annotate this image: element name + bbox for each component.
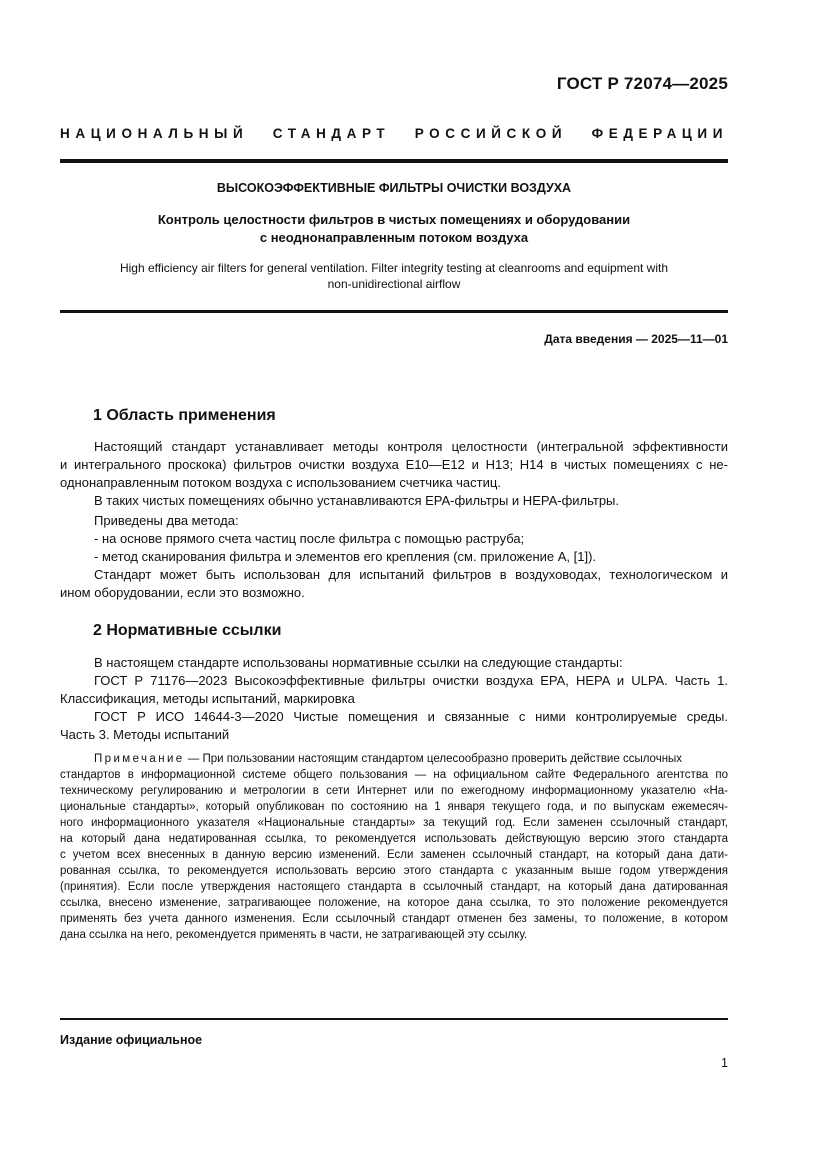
section-1-line: В таких чистых помещениях обычно устанавливаются EPA-фильтры и HEPA-фильтры. <box>94 493 620 508</box>
title-divider <box>60 310 728 313</box>
note-line: (принятия). Если после утверждения настоящего стандарта в ссылочный стандарт, на который дана датированная <box>60 881 728 893</box>
section-1-line: Стандарт может быть использован для испытаний фильтров в воздуховодах, технологическом и <box>94 567 728 582</box>
section-1-heading: 1 Область применения <box>93 407 276 424</box>
document-title: ВЫСОКОЭФФЕКТИВНЫЕ ФИЛЬТРЫ ОЧИСТКИ ВОЗДУХА <box>216 181 572 195</box>
note-line: ссылка, внесено изменение, затрагивающее положение, на которое дана ссылка, то это положение рекомендуется <box>60 897 728 909</box>
footer-divider <box>60 1018 728 1020</box>
section-1-line: Приведены два метода: <box>94 513 239 528</box>
note-line: рованная ссылка, то рекомендуется использовать версию этого стандарта с указанным выше годом утверждения <box>60 865 728 877</box>
section-1-list-item: - на основе прямого счета частиц после фильтра с помощью раструба; <box>94 531 525 546</box>
note-line: с учетом всех внесенных в данную версию изменений. Если заменен ссылочный стандарт, на который дана дати- <box>60 849 728 861</box>
english-title-line-1: High efficiency air filters for general ventilation. Filter integrity testing at cleanrooms and equipment with <box>119 261 669 275</box>
document-subtitle-line-2: с неоднонаправленным потоком воздуха <box>259 230 529 245</box>
section-1-line: однонаправленным потоком воздуха с использованием счетчика частиц. <box>60 475 501 490</box>
page-number: 1 <box>721 1056 728 1070</box>
section-1-line: Настоящий стандарт устанавливает методы контроля целостности (интегральной эффективности <box>94 439 728 454</box>
normative-reference-continued: Часть 3. Методы испытаний <box>60 727 230 742</box>
section-2-heading: 2 Нормативные ссылки <box>93 622 282 639</box>
normative-reference-continued: Классификация, методы испытаний, маркировка <box>60 691 355 706</box>
section-1-list-item: - метод сканирования фильтра и элементов его крепления (см. приложение А, [1]). <box>94 549 597 564</box>
note-first-line-text: — При пользовании настоящим стандартом целесообразно проверить действие ссылочных <box>187 753 683 765</box>
section-1-line: ином оборудовании, если это возможно. <box>60 585 305 600</box>
top-divider <box>60 159 728 163</box>
note-line: циональные стандарты», который опубликован по состоянию на 1 января текущего года, и по выпускам ежемесяч- <box>60 801 728 813</box>
note-line: ного информационного указателя «Национальные стандарты» за текущий год. Если заменен ссылочный стандарт, <box>60 817 728 829</box>
note-line: применять без учета данного изменения. Если ссылочный стандарт отменен без замены, то положение, в котором <box>60 913 728 925</box>
note-line: техническому регулированию и метрологии в сети Интернет или по ежегодному информационному указателю «На- <box>60 785 728 797</box>
document-subtitle-line-1: Контроль целостности фильтров в чистых помещениях и оборудовании <box>157 212 631 227</box>
normative-reference: ГОСТ Р ИСО 14644-3—2020 Чистые помещения и связанные с ними контролируемые среды. <box>94 709 728 724</box>
section-1-line: и интегрального проскока) фильтров очистки воздуха E10—E12 и H13; H14 в чистых помещениях с не- <box>60 457 728 472</box>
introduction-date: Дата введения — 2025—11—01 <box>544 332 728 346</box>
national-standard-banner: НАЦИОНАЛЬНЫЙ СТАНДАРТ РОССИЙСКОЙ ФЕДЕРАЦИИ <box>60 126 728 141</box>
note-first-line <box>94 752 728 767</box>
normative-reference: ГОСТ Р 71176—2023 Высокоэффективные фильтры очистки воздуха EPA, HEPA и ULPA. Часть 1. <box>94 673 728 688</box>
english-title-line-2: non-unidirectional airflow <box>327 277 461 291</box>
section-2-line: В настоящем стандарте использованы нормативные ссылки на следующие стандарты: <box>94 655 623 670</box>
note-line: на который дана недатированная ссылка, то рекомендуется использовать действующую версию этого стандарта <box>60 833 728 845</box>
note-line: дана ссылка на него, рекомендуется применять в части, не затрагивающей эту ссылку. <box>60 929 528 941</box>
document-code: ГОСТ Р 72074—2025 <box>556 74 728 93</box>
edition-label: Издание официальное <box>60 1033 203 1047</box>
note-line: стандартов в информационной системе общего пользования — на официальном сайте Федерального агентства по <box>60 769 728 781</box>
note-label: Примечание <box>94 753 185 765</box>
